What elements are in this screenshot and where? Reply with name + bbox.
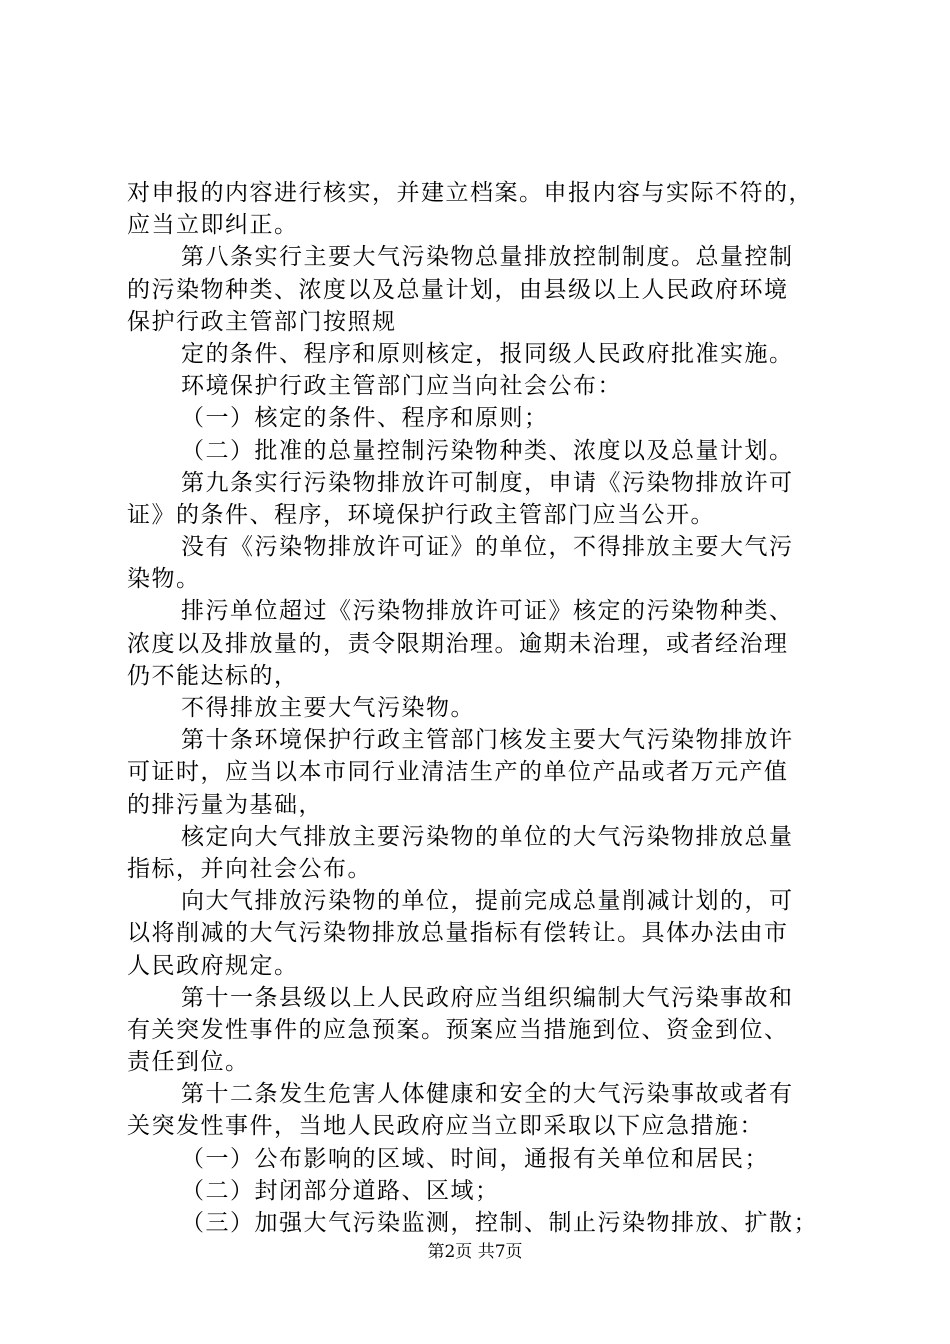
text-line: 的排污量为基础， [127,791,323,818]
text-line: 应当立即纠正。 [127,212,299,239]
text-line: 证》的条件、程序，环境保护行政主管部门应当公开。 [127,501,715,528]
text-line: 以将削减的大气污染物排放总量指标有偿转让。具体办法由市 [127,920,789,947]
text-line: 的污染物种类、浓度以及总量计划，由县级以上人民政府环境 [127,276,789,303]
text-line: 环境保护行政主管部门应当向社会公布： [181,373,622,400]
text-line: 第十二条发生危害人体健康和安全的大气污染事故或者有 [181,1081,794,1108]
text-line: 可证时，应当以本市同行业清洁生产的单位产品或者万元产值 [127,759,789,786]
text-line: 仍不能达标的， [127,662,299,689]
text-line: 指标，并向社会公布。 [127,855,372,882]
text-line: 核定向大气排放主要污染物的单位的大气污染物排放总量 [181,823,794,850]
text-line: 向大气排放污染物的单位，提前完成总量削减计划的，可 [181,888,794,915]
text-line: 浓度以及排放量的，责令限期治理。逾期未治理，或者经治理 [127,630,789,657]
text-line: 染物。 [127,566,201,593]
text-line: 有关突发性事件的应急预案。预案应当措施到位、资金到位、 [127,1016,789,1043]
text-line: 不得排放主要大气污染物。 [181,695,475,721]
text-line: 第十一条县级以上人民政府应当组织编制大气污染事故和 [181,984,794,1011]
text-line: （二）封闭部分道路、区域； [181,1177,500,1204]
text-line: 保护行政主管部门按照规 [127,308,397,335]
page-footer: 第2页 共7页 [427,1242,523,1262]
text-line: 关突发性事件，当地人民政府应当立即采取以下应急措施： [127,1113,764,1140]
text-line: 人民政府规定。 [127,952,299,979]
text-line: （三）加强大气污染监测，控制、制止污染物排放、扩散； [181,1210,818,1236]
text-line: 责任到位。 [127,1049,250,1076]
text-line: （一）公布影响的区域、时间，通报有关单位和居民； [181,1145,769,1172]
text-line: （一）核定的条件、程序和原则； [181,405,549,432]
text-line: 第九条实行污染物排放许可制度，申请《污染物排放许可 [181,469,794,496]
text-line: 定的条件、程序和原则核定，报同级人民政府批准实施。 [181,340,794,367]
document-body [127,177,832,1239]
text-line: 没有《污染物排放许可证》的单位，不得排放主要大气污 [181,534,794,561]
text-line: （二）批准的总量控制污染物种类、浓度以及总量计划。 [181,437,794,464]
text-line: 第八条实行主要大气污染物总量排放控制制度。总量控制 [181,244,794,271]
text-line: 第十条环境保护行政主管部门核发主要大气污染物排放许 [181,727,794,754]
text-line: 对申报的内容进行核实，并建立档案。申报内容与实际不符的， [127,180,813,206]
text-line: 排污单位超过《污染物排放许可证》核定的污染物种类、 [181,598,794,625]
